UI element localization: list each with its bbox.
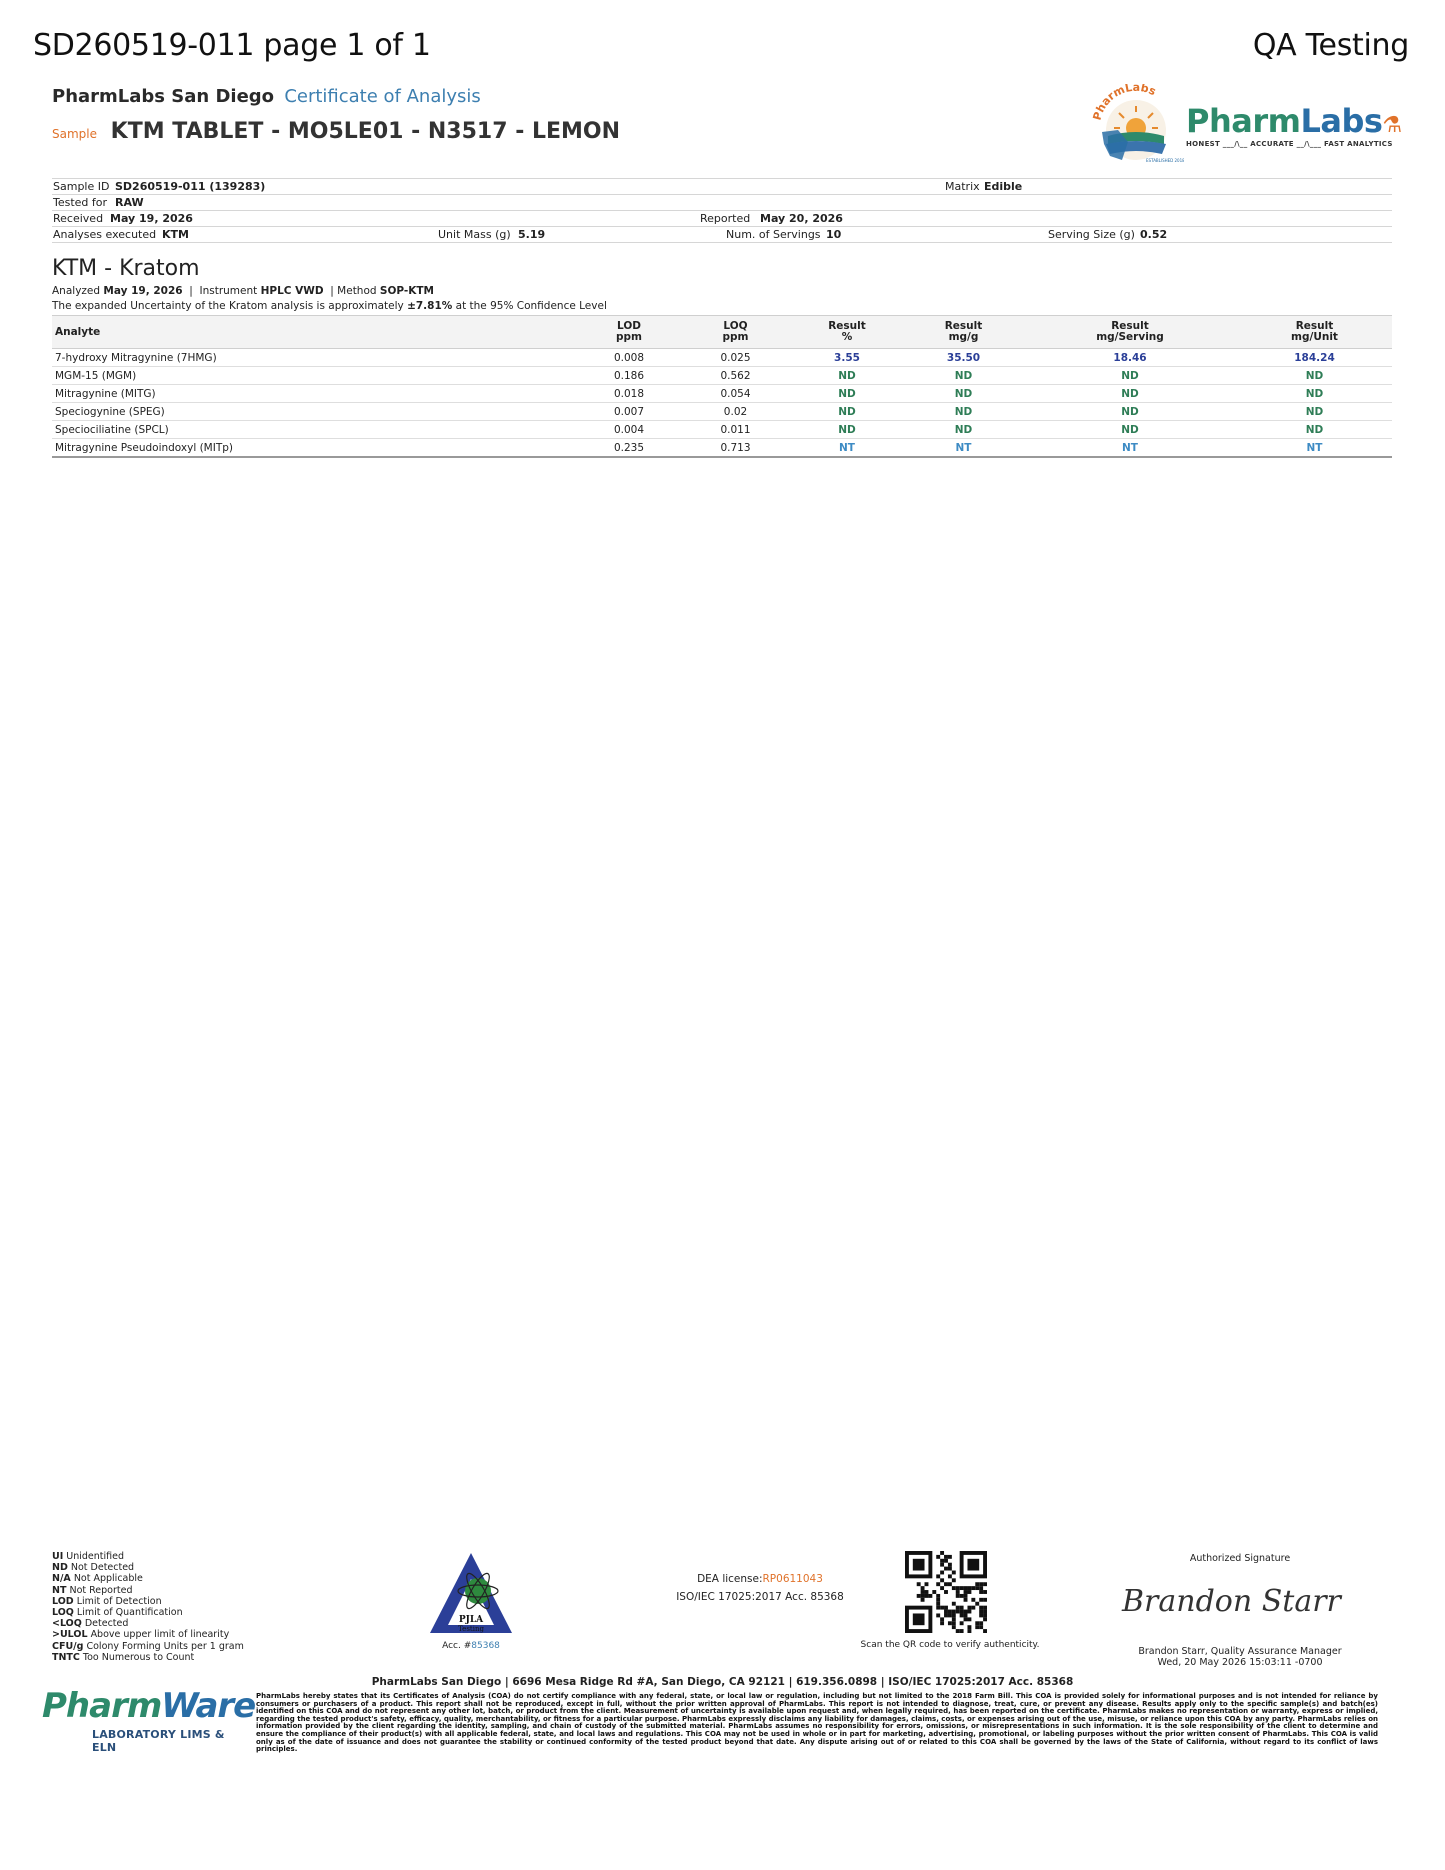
table-cell-loq bbox=[681, 385, 790, 403]
column-header bbox=[681, 316, 790, 349]
info-row-analyses bbox=[52, 226, 1392, 243]
table-row bbox=[52, 439, 1392, 458]
legend-abbr: LOD bbox=[52, 1595, 74, 1607]
cell-value: 0.004 bbox=[613, 423, 645, 436]
method-label: Method bbox=[337, 285, 377, 297]
verification-qr-code[interactable] bbox=[905, 1551, 987, 1633]
table-cell-loq bbox=[681, 421, 790, 439]
logo-tagline: HONEST ___/\__ ACCURATE __/\___ FAST ANALYTICS bbox=[1186, 140, 1393, 148]
pjla-logo-icon bbox=[426, 1549, 516, 1641]
legend-item bbox=[52, 1641, 244, 1652]
table-cell-analyte bbox=[52, 385, 577, 403]
logo-word-pharm: Pharm bbox=[1186, 102, 1301, 140]
table-cell-mgserv bbox=[1023, 403, 1237, 421]
legend-text: Limit of Quantification bbox=[76, 1607, 183, 1619]
column-header bbox=[52, 316, 577, 349]
sample-name: KTM TABLET - MO5LE01 - N3517 - LEMON bbox=[110, 119, 621, 144]
uncertainty-value: ±7.81% bbox=[407, 300, 453, 312]
qa-testing-label: QA Testing bbox=[1252, 28, 1409, 63]
cell-value: Mitragynine (MITG) bbox=[55, 387, 156, 400]
cell-value: NT bbox=[839, 441, 855, 454]
cell-value: 35.50 bbox=[946, 351, 981, 364]
signatory bbox=[1100, 1646, 1380, 1668]
table-cell-loq bbox=[681, 403, 790, 421]
analysis-meta bbox=[52, 285, 434, 297]
certificate-title: Certificate of Analysis bbox=[284, 86, 481, 107]
table-cell-analyte bbox=[52, 421, 577, 439]
legend-text: Unidentified bbox=[66, 1551, 125, 1562]
uncertainty-text-a: The expanded Uncertainty of the Kratom analysis is approximately bbox=[52, 300, 408, 312]
column-header-unit: % bbox=[841, 331, 853, 343]
cell-value: ND bbox=[1121, 405, 1139, 418]
logo-word-labs: Labs bbox=[1300, 102, 1383, 140]
cell-value: 0.011 bbox=[720, 423, 751, 436]
table-cell-loq bbox=[681, 439, 790, 458]
received-label: Received bbox=[53, 212, 104, 225]
cell-value: ND bbox=[1305, 369, 1324, 382]
servings-value: 10 bbox=[826, 228, 842, 241]
cell-value: 0.713 bbox=[720, 441, 751, 454]
cell-value: 184.24 bbox=[1294, 351, 1335, 364]
table-cell-pct bbox=[790, 403, 904, 421]
cell-value: 0.02 bbox=[723, 405, 748, 418]
cell-value: 0.008 bbox=[613, 351, 645, 364]
legend-text: Detected bbox=[84, 1618, 129, 1630]
legal-disclaimer: PharmLabs hereby states that its Certificates of Analysis (COA) do not certify compliance with any federal, state, or local law or regulation, including but not limited to the 2018 Farm Bill. This COA is provided solely for informational purposes and is not intended for reliance by consumers or purchasers of a product. This report shall not be reproduced, except in full, without the prior written approval of PharmLabs. This report is not intended to diagnose, treat, cure, or prevent any disease. Results apply only to the specific sample(s) and batch(es) identified on this COA and do not represent any other lot, batch, or product from the client. Measurement of uncertainty is available upon request and, when legally required, has been reported on the certificate. PharmLabs makes no representation or warranty, express or implied, regarding the tested product's safety, efficacy, quality, merchantability, or fitness for a particular purpose. PharmLabs expressly disclaims any liability for damages, claims, costs, or expenses arising out of the use, misuse, or reliance upon this COA by any party. PharmLabs relies on information provided by the client regarding the identity, sampling, and chain of custody of the submitted material. PharmLabs assumes no responsibility for errors, omissions, or misrepresentations in such information. It is the sole responsibility of the client to determine and ensure the compliance of their product(s) with all applicable federal, state, and local laws and regulations. This COA may not be used in whole or in part for marketing, advertising, promotional, or labeling purposes without the prior written consent of PharmLabs. This COA is valid only as of the date of issuance and does not guarantee the stability or continued conformity of the tested product beyond that date. Any dispute arising out of or related to this COA shall be governed by the laws of the State of California, without regard to its conflict of laws principles. bbox=[256, 1692, 1378, 1754]
table-row bbox=[52, 421, 1392, 439]
tested-for-value: RAW bbox=[115, 196, 144, 209]
cell-value: 0.186 bbox=[613, 369, 645, 382]
legend-item bbox=[52, 1585, 244, 1596]
meta-separator: | bbox=[326, 285, 334, 297]
legend-text: Limit of Detection bbox=[76, 1595, 162, 1607]
cell-value: 0.562 bbox=[720, 369, 751, 382]
cell-value: ND bbox=[1121, 387, 1139, 400]
column-header-label: Result bbox=[828, 320, 866, 332]
column-header-unit: ppm bbox=[722, 331, 749, 343]
pjla-name: PJLA bbox=[458, 1615, 484, 1625]
legend-text: Too Numerous to Count bbox=[82, 1651, 195, 1663]
table-cell-mgg bbox=[904, 385, 1023, 403]
info-row-tested-for bbox=[52, 194, 1392, 210]
matrix-label: Matrix bbox=[945, 180, 980, 193]
table-cell-mgunit bbox=[1237, 421, 1392, 439]
iso-accreditation: ISO/IEC 17025:2017 Acc. 85368 bbox=[676, 1591, 844, 1603]
table-cell-mgg bbox=[904, 367, 1023, 385]
table-cell-mgg bbox=[904, 421, 1023, 439]
table-cell-analyte bbox=[52, 349, 577, 367]
column-header bbox=[1023, 316, 1237, 349]
pjla-acc bbox=[426, 1641, 516, 1651]
legend-abbr: <LOQ bbox=[52, 1618, 82, 1630]
cell-value: MGM-15 (MGM) bbox=[55, 369, 137, 382]
legend-abbr: >ULOL bbox=[52, 1629, 88, 1641]
legend-item bbox=[52, 1652, 244, 1663]
instrument-value: HPLC VWD bbox=[260, 285, 324, 297]
cell-value: ND bbox=[954, 369, 973, 382]
legend-item bbox=[52, 1551, 244, 1562]
logo-wordmark bbox=[1186, 102, 1402, 140]
cell-value: ND bbox=[954, 387, 973, 400]
abbreviation-legend bbox=[52, 1551, 244, 1663]
cell-value: Mitragynine Pseudoindoxyl (MITp) bbox=[55, 441, 234, 454]
table-row bbox=[52, 403, 1392, 421]
analyses-value: KTM bbox=[162, 228, 189, 241]
cell-value: NT bbox=[1306, 441, 1323, 454]
analyzed-value: May 19, 2026 bbox=[103, 285, 183, 297]
column-header-label: Result bbox=[1295, 320, 1334, 332]
sample-tag: Sample bbox=[52, 127, 97, 141]
servings-label: Num. of Servings bbox=[726, 228, 821, 241]
matrix-value: Edible bbox=[984, 180, 1023, 193]
serving-size-value: 0.52 bbox=[1140, 228, 1168, 241]
document-id: SD260519-011 page 1 of 1 bbox=[33, 28, 431, 63]
legend-item bbox=[52, 1596, 244, 1607]
cell-value: NT bbox=[1122, 441, 1138, 454]
cell-value: 7-hydroxy Mitragynine (7HMG) bbox=[55, 351, 217, 364]
pharmware-word-b: Ware bbox=[161, 1686, 256, 1726]
logo-established: ESTABLISHED 2018 bbox=[1146, 158, 1184, 163]
table-cell-pct bbox=[790, 367, 904, 385]
legend-abbr: CFU/g bbox=[52, 1640, 84, 1652]
table-cell-analyte bbox=[52, 403, 577, 421]
table-cell-mgserv bbox=[1023, 421, 1237, 439]
column-header-unit: mg/Serving bbox=[1096, 331, 1164, 343]
pjla-sub: Testing bbox=[458, 1625, 484, 1633]
sample-id-label: Sample ID bbox=[53, 180, 110, 193]
cell-value: ND bbox=[954, 405, 973, 418]
table-cell-lod bbox=[577, 421, 681, 439]
lab-title bbox=[52, 86, 481, 107]
meta-separator: | bbox=[185, 285, 197, 297]
legend-item bbox=[52, 1629, 244, 1640]
cell-value: ND bbox=[1305, 387, 1324, 400]
table-cell-mgunit bbox=[1237, 439, 1392, 458]
cell-value: 3.55 bbox=[834, 351, 860, 364]
info-row-sample-id bbox=[52, 178, 1392, 194]
legend-item bbox=[52, 1618, 244, 1629]
serving-size-label: Serving Size (g) bbox=[1048, 228, 1135, 241]
table-row bbox=[52, 385, 1392, 403]
method-value: SOP-KTM bbox=[379, 285, 435, 297]
cell-value: 0.007 bbox=[613, 405, 645, 418]
cell-value: 0.018 bbox=[613, 387, 645, 400]
column-header-label: Result bbox=[944, 320, 983, 332]
section-title: KTM - Kratom bbox=[52, 256, 200, 281]
table-row bbox=[52, 349, 1392, 367]
cell-value: ND bbox=[838, 369, 856, 382]
table-cell-lod bbox=[577, 439, 681, 458]
table-cell-pct bbox=[790, 349, 904, 367]
cell-value: 0.054 bbox=[720, 387, 751, 400]
column-header bbox=[1237, 316, 1392, 349]
column-header-unit: mg/Unit bbox=[1291, 331, 1338, 343]
table-cell-analyte bbox=[52, 367, 577, 385]
cell-value: 0.235 bbox=[613, 441, 645, 454]
legend-item bbox=[52, 1573, 244, 1584]
table-cell-lod bbox=[577, 367, 681, 385]
column-header bbox=[577, 316, 681, 349]
column-header-label: LOQ bbox=[723, 320, 748, 332]
pjla-accreditation bbox=[426, 1549, 516, 1659]
table-cell-pct bbox=[790, 421, 904, 439]
instrument-label: Instrument bbox=[199, 285, 258, 297]
table-cell-loq bbox=[681, 367, 790, 385]
column-header-label: Result bbox=[1111, 320, 1149, 332]
logo-arc-text: PharmLabs bbox=[1090, 84, 1158, 122]
legend-abbr: UI bbox=[52, 1551, 64, 1562]
cell-value: NT bbox=[955, 441, 972, 454]
legend-abbr: ND bbox=[52, 1562, 68, 1574]
cell-value: Speciociliatine (SPCL) bbox=[55, 423, 169, 436]
cell-value: ND bbox=[954, 423, 973, 436]
table-cell-mgg bbox=[904, 403, 1023, 421]
sample-info-block bbox=[52, 178, 1392, 243]
legend-text: Not Detected bbox=[70, 1562, 135, 1574]
table-cell-lod bbox=[577, 349, 681, 367]
legend-abbr: TNTC bbox=[52, 1651, 80, 1663]
cell-value: Speciogynine (SPEG) bbox=[55, 405, 165, 418]
table-cell-mgserv bbox=[1023, 349, 1237, 367]
cell-value: ND bbox=[838, 423, 856, 436]
info-row-dates bbox=[52, 210, 1392, 226]
signature-date: Wed, 20 May 2026 15:03:11 -0700 bbox=[1157, 1657, 1323, 1668]
pharmlabs-logo bbox=[1088, 84, 1402, 164]
table-cell-mgserv bbox=[1023, 439, 1237, 458]
dea-license-block bbox=[620, 1570, 900, 1606]
results-table bbox=[52, 315, 1392, 458]
lab-address: PharmLabs San Diego | 6696 Mesa Ridge Rd #A, San Diego, CA 92121 | 619.356.0898 | ISO/IEC 17025:2017 Acc. 85368 bbox=[371, 1676, 1074, 1688]
pharmware-word-a: Pharm bbox=[42, 1686, 162, 1726]
legend-abbr: N/A bbox=[52, 1573, 71, 1585]
pharmware-logo bbox=[40, 1686, 256, 1754]
cell-value: 0.025 bbox=[720, 351, 751, 364]
legend-text: Above upper limit of linearity bbox=[90, 1629, 230, 1641]
analyses-label: Analyses executed bbox=[53, 228, 157, 241]
signature-script: Brandon Starr bbox=[1122, 1584, 1341, 1619]
pharmware-subtitle: LABORATORY LIMS & ELN bbox=[92, 1728, 225, 1754]
column-header bbox=[790, 316, 904, 349]
table-cell-lod bbox=[577, 403, 681, 421]
pharmware-wordmark bbox=[42, 1686, 255, 1726]
cell-value: ND bbox=[1305, 405, 1324, 418]
reported-value: May 20, 2026 bbox=[760, 212, 843, 225]
legend-item bbox=[52, 1607, 244, 1618]
uncertainty-text-c: at the 95% Confidence Level bbox=[452, 300, 607, 312]
table-cell-pct bbox=[790, 439, 904, 458]
column-header bbox=[904, 316, 1023, 349]
cell-value: ND bbox=[838, 405, 856, 418]
legend-text: Colony Forming Units per 1 gram bbox=[86, 1640, 244, 1652]
reported-label: Reported bbox=[700, 212, 751, 225]
unit-mass-value: 5.19 bbox=[518, 228, 546, 241]
qr-caption: Scan the QR code to verify authenticity. bbox=[860, 1640, 1040, 1650]
legend-text: Not Reported bbox=[69, 1584, 133, 1596]
legend-item bbox=[52, 1562, 244, 1573]
pjla-acc-number: 85368 bbox=[471, 1641, 500, 1651]
column-header-unit: mg/g bbox=[948, 331, 979, 343]
cell-value: ND bbox=[1121, 369, 1139, 382]
table-cell-lod bbox=[577, 385, 681, 403]
legend-abbr: NT bbox=[52, 1584, 67, 1596]
legend-abbr: LOQ bbox=[52, 1607, 74, 1619]
table-cell-mgg bbox=[904, 349, 1023, 367]
table-cell-loq bbox=[681, 349, 790, 367]
table-row bbox=[52, 367, 1392, 385]
legend-text: Not Applicable bbox=[73, 1573, 143, 1585]
tested-for-label: Tested for bbox=[53, 196, 108, 209]
pjla-acc-label: Acc. # bbox=[442, 1641, 472, 1651]
table-cell-mgunit bbox=[1237, 367, 1392, 385]
sample-id-value: SD260519-011 (139283) bbox=[115, 180, 266, 193]
logo-emblem-icon bbox=[1088, 84, 1184, 164]
table-cell-mgserv bbox=[1023, 385, 1237, 403]
table-cell-mgg bbox=[904, 439, 1023, 458]
column-header-unit: ppm bbox=[616, 331, 642, 343]
cell-value: ND bbox=[1121, 423, 1139, 436]
unit-mass-label: Unit Mass (g) bbox=[438, 228, 511, 241]
sample-title bbox=[52, 119, 620, 144]
cell-value: ND bbox=[1305, 423, 1324, 436]
uncertainty-note bbox=[52, 300, 607, 312]
table-cell-mgunit bbox=[1237, 385, 1392, 403]
table-cell-pct bbox=[790, 385, 904, 403]
signature-label: Authorized Signature bbox=[1189, 1553, 1291, 1564]
handwritten-signature bbox=[1110, 1575, 1370, 1625]
flask-icon: ⚗ bbox=[1382, 113, 1402, 138]
signatory-name: Brandon Starr, Quality Assurance Manager bbox=[1138, 1646, 1342, 1657]
cell-value: ND bbox=[838, 387, 856, 400]
cell-value: 18.46 bbox=[1113, 351, 1147, 364]
lab-name: PharmLabs San Diego bbox=[52, 86, 275, 107]
table-cell-mgserv bbox=[1023, 367, 1237, 385]
table-cell-analyte bbox=[52, 439, 577, 458]
dea-license-number: RP0611043 bbox=[762, 1573, 823, 1585]
column-header-label: Analyte bbox=[55, 325, 101, 338]
dea-label: DEA license: bbox=[697, 1573, 763, 1585]
column-header-label: LOD bbox=[617, 320, 641, 332]
table-cell-mgunit bbox=[1237, 349, 1392, 367]
analyzed-label: Analyzed bbox=[52, 285, 101, 297]
received-value: May 19, 2026 bbox=[110, 212, 193, 225]
table-cell-mgunit bbox=[1237, 403, 1392, 421]
table-header-row bbox=[52, 316, 1392, 349]
